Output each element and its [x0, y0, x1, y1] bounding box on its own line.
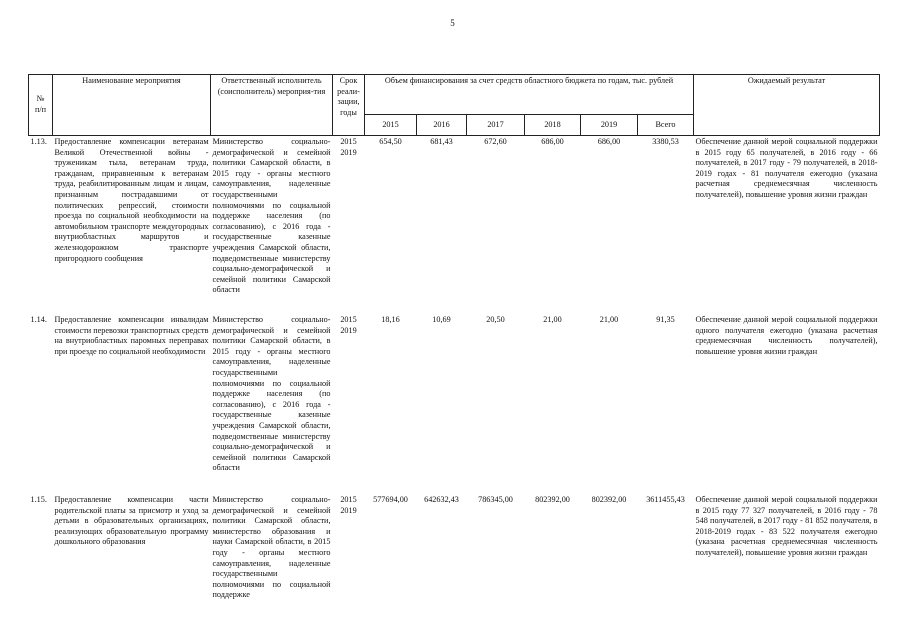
header-year-2016: 2016: [417, 115, 467, 136]
value-2019: 802392,00: [591, 495, 627, 504]
value-2017: 20,50: [486, 315, 505, 324]
term-cell: [333, 136, 365, 315]
term-start: 2015: [340, 315, 357, 324]
row-number: 1.13.: [30, 137, 47, 146]
table-body: [29, 136, 880, 602]
header-year-2017: 2017: [467, 115, 525, 136]
value-2016: 10,69: [432, 315, 451, 324]
value-total: 91,35: [656, 315, 675, 324]
table-row: [29, 494, 880, 602]
value-2017: 786345,00: [478, 495, 513, 504]
term-start: 2015: [340, 137, 357, 146]
executor-text: Министерство социально-демографической и семейной политики Самарской области, в 2015 году - органы местного самоуправления, наделенные государственными полномочиями по социальной поддержке населения (по согласованию), с 2016 года - государственные казенные учреждения Самарской области, подведомственные министерству социально-демографической и семейной политики Самарской области: [212, 137, 331, 295]
header-year-2015: 2015: [365, 115, 417, 136]
value-total: 3380,53: [652, 137, 679, 146]
expected-result: Обеспечение данной мерой социальной поддержки в 2015 году 77 327 получателей, в 2016 году - 78 548 получателей, в 2017 году - 81 852 получателя, в 2018-2019 годах - 83 522 получателя ежегодно (указана расчетная среднемесячная численность получателей), повышение уровня жизни граждан: [695, 495, 878, 557]
header-funding: Объем финансирования за счет средств областного бюджета по годам, тыс. рублей: [365, 75, 694, 115]
term-start: 2015: [340, 495, 357, 504]
value-total: 3611455,43: [646, 495, 685, 504]
measure-name: Предоставление компенсации части родительской платы за присмотр и уход за детьми в образовательных организациях, реализующих образовательную программу дошкольного образования: [54, 495, 209, 547]
value-2018: 21,00: [543, 315, 562, 324]
header-result: Ожидаемый результат: [694, 75, 880, 136]
term-end: 2019: [340, 325, 357, 335]
value-2015: 577694,00: [373, 495, 408, 504]
row-number: 1.15.: [30, 495, 47, 504]
table-row: [29, 314, 880, 494]
value-2019: 686,00: [597, 137, 621, 146]
header-year-2018: 2018: [525, 115, 581, 136]
measure-name: Предоставление компенсации ветеранам Великой Отечественной войны - труженикам тыла, ветеранам труда, гражданам, приравненным к ветеранам труда, реабилитированным лицам и лицам, признанным пострадавшими от политических репрессий, стоимости проезда по социальной необходимости на автомобильном транспорте междугородных внутриобластных маршрутов и железнодорожном транспорте пригородного сообщения: [54, 137, 209, 263]
table-row: [29, 136, 880, 315]
value-2015: 18,16: [381, 315, 400, 324]
header-num: № п/п: [29, 75, 53, 136]
header-executor: Ответственный исполнитель (соисполнитель) мероприя-тия: [211, 75, 333, 136]
value-2018: 686,00: [541, 137, 564, 146]
program-table: [28, 74, 880, 602]
executor-text: Министерство социально-демографической и семейной политики Самарской области, министерство образования и науки Самарской области, в 2015 году - органы местного самоуправления, наделенные государственными полномочиями по социальной поддержке: [212, 495, 331, 600]
term-cell: [333, 494, 365, 602]
page-number: 5: [450, 18, 455, 28]
expected-result: Обеспечение данной мерой социальной поддержки в 2015 году 65 получателей, в 2016 году - 66 получателей, в 2017 году - 79 получателей, в 2018-2019 годах - 81 получателя ежегодно (указана расчетная среднемесячная численность получателей), повышение уровня жизни граждан: [695, 137, 878, 199]
value-2019: 21,00: [599, 315, 619, 324]
executor-text: Министерство социально-демографической и семейной политики Самарской области, в 2015 году - органы местного самоуправления, наделенные государственными полномочиями по социальной поддержке населения (по согласованию), с 2016 года - государственные казенные учреждения Самарской области, подведомственные министерству социально-демографической и семейной политики Самарской области: [212, 315, 331, 473]
value-2018: 802392,00: [535, 495, 570, 504]
value-2016: 642632,43: [424, 495, 459, 504]
term-cell: [333, 314, 365, 494]
value-2016: 681,43: [430, 137, 453, 146]
table-header: [29, 75, 880, 136]
header-name: Наименование мероприятия: [53, 75, 211, 136]
expected-result: Обеспечение данной мерой социальной поддержки одного получателя ежегодно (указана расчетная среднемесячная численность получателей), повышение уровня жизни граждан: [695, 315, 878, 356]
measure-name: Предоставление компенсации инвалидам стоимости перевозки транспортных средств на внутриобластных паромных переправах при проезде по социальной необходимости: [54, 315, 209, 356]
header-total: Всего: [638, 115, 694, 136]
header-term: Срок реали-зации, годы: [333, 75, 365, 136]
term-end: 2019: [340, 147, 357, 157]
value-2017: 672,60: [484, 137, 507, 146]
value-2015: 654,50: [379, 137, 402, 146]
header-year-2019: 2019: [581, 115, 638, 136]
term-end: 2019: [340, 505, 357, 515]
row-number: 1.14.: [30, 315, 47, 324]
